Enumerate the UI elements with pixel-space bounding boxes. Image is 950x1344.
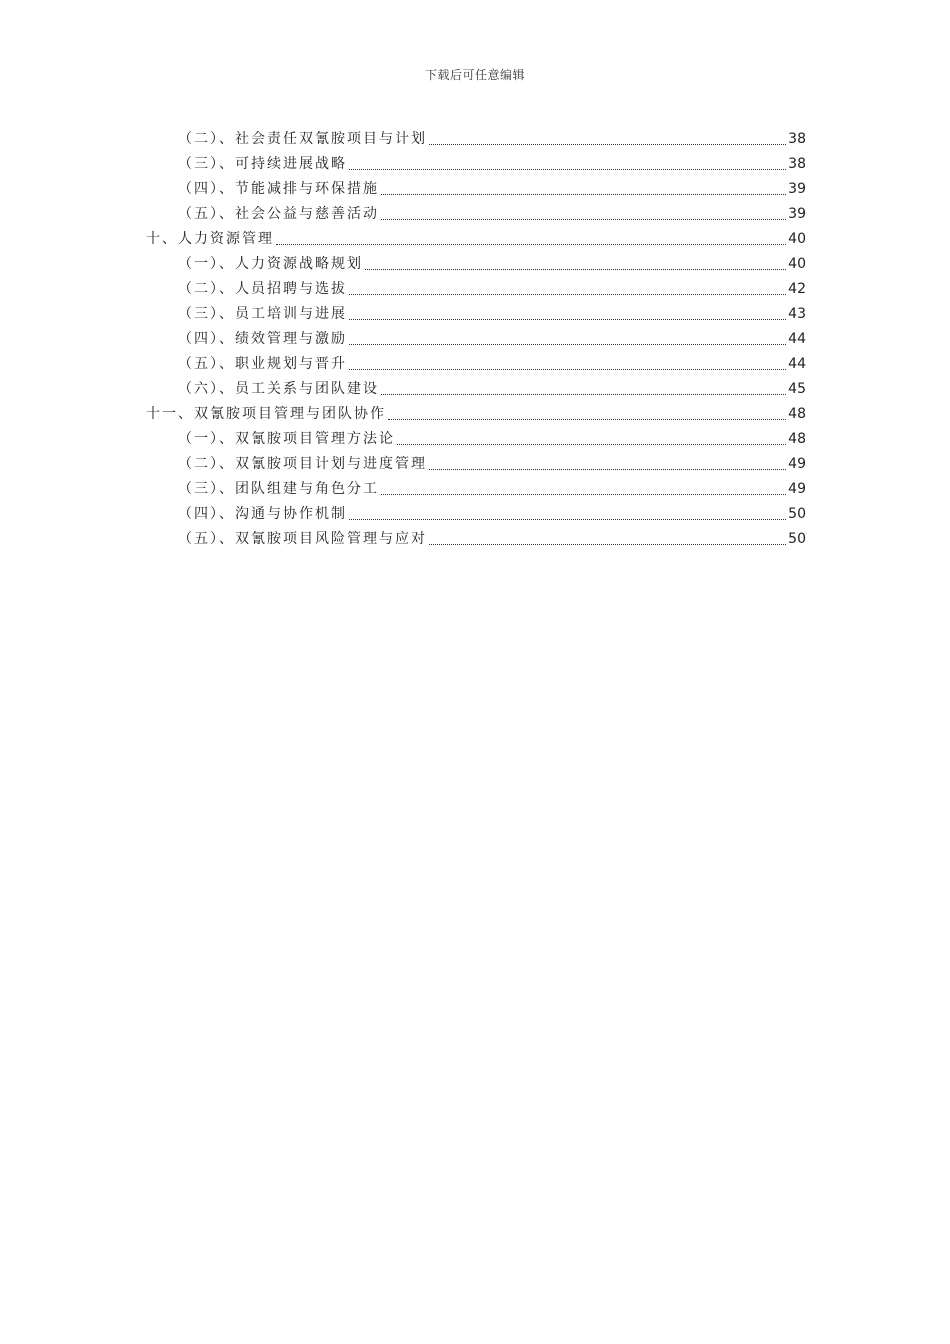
toc-entry-page: 38: [788, 156, 806, 172]
toc-entry[interactable]: [178, 175, 806, 199]
toc-entry-page: 48: [788, 406, 806, 422]
toc-entry-title: （三）、员工培训与进展: [178, 306, 347, 322]
toc-dot-leader: [349, 319, 786, 320]
toc-entry-chapter[interactable]: [146, 400, 806, 424]
toc-entry-page: 39: [788, 181, 806, 197]
toc-entry[interactable]: [178, 125, 806, 149]
toc-entry[interactable]: [178, 425, 806, 449]
toc-entry-page: 44: [788, 356, 806, 372]
toc-dot-leader: [388, 419, 786, 420]
page-header: 下载后可任意编辑: [424, 68, 525, 82]
toc-dot-leader: [381, 194, 786, 195]
toc-dot-leader: [381, 219, 786, 220]
toc-entry[interactable]: [178, 150, 806, 174]
toc-entry-title: （五）、社会公益与慈善活动: [178, 206, 379, 222]
toc-entry[interactable]: [178, 275, 806, 299]
toc-entry-page: 50: [788, 506, 806, 522]
toc-dot-leader: [349, 369, 786, 370]
toc-entry-title: （三）、团队组建与角色分工: [178, 481, 379, 497]
toc-dot-leader: [429, 544, 786, 545]
toc-entry-page: 49: [788, 456, 806, 472]
toc-entry-title: （四）、沟通与协作机制: [178, 506, 347, 522]
toc-entry-title: （二）、人员招聘与选拔: [178, 281, 347, 297]
toc-entry-title: （三）、可持续进展战略: [178, 156, 347, 172]
toc-entry-title: （四）、绩效管理与激励: [178, 331, 347, 347]
toc-entry-page: 40: [788, 231, 806, 247]
toc-dot-leader: [381, 394, 786, 395]
toc-dot-leader: [365, 269, 786, 270]
toc-entry-page: 48: [788, 431, 806, 447]
toc-dot-leader: [349, 169, 786, 170]
toc-dot-leader: [276, 244, 786, 245]
toc-entry-title: （四）、节能减排与环保措施: [178, 181, 379, 197]
toc-entry[interactable]: [178, 300, 806, 324]
toc-dot-leader: [349, 519, 786, 520]
toc-entry-page: 43: [788, 306, 806, 322]
toc-dot-leader: [429, 469, 786, 470]
toc-entry-title: 十、人力资源管理: [146, 231, 274, 247]
toc-entry-page: 40: [788, 256, 806, 272]
toc-entry-title: 十一、双氰胺项目管理与团队协作: [146, 406, 386, 422]
toc-entry-page: 49: [788, 481, 806, 497]
toc-dot-leader: [397, 444, 786, 445]
toc-dot-leader: [381, 494, 786, 495]
toc-entry-page: 44: [788, 331, 806, 347]
toc-entry-page: 50: [788, 531, 806, 547]
toc-entry-chapter[interactable]: [146, 225, 806, 249]
toc-entry[interactable]: [178, 450, 806, 474]
toc-entry-title: （二）、双氰胺项目计划与进度管理: [178, 456, 427, 472]
toc-entry[interactable]: [178, 250, 806, 274]
toc-entry[interactable]: [178, 200, 806, 224]
toc-entry-page: 42: [788, 281, 806, 297]
toc-entry[interactable]: [178, 325, 806, 349]
toc-entry-title: （五）、职业规划与晋升: [178, 356, 347, 372]
toc-dot-leader: [349, 344, 786, 345]
toc-entry-page: 39: [788, 206, 806, 222]
toc-entry[interactable]: [178, 525, 806, 549]
toc-dot-leader: [429, 144, 786, 145]
toc-entry-page: 38: [788, 131, 806, 147]
toc-dot-leader: [349, 294, 786, 295]
toc-entry-title: （六）、员工关系与团队建设: [178, 381, 379, 397]
toc-entry-title: （二）、社会责任双氰胺项目与计划: [178, 131, 427, 147]
toc-entry-title: （五）、双氰胺项目风险管理与应对: [178, 531, 427, 547]
toc-entry[interactable]: [178, 500, 806, 524]
toc-entry[interactable]: [178, 350, 806, 374]
toc-entry[interactable]: [178, 475, 806, 499]
toc-entry-title: （一）、人力资源战略规划: [178, 256, 363, 272]
toc-entry-page: 45: [788, 381, 806, 397]
toc-entry-title: （一）、双氰胺项目管理方法论: [178, 431, 395, 447]
toc-entry[interactable]: [178, 375, 806, 399]
